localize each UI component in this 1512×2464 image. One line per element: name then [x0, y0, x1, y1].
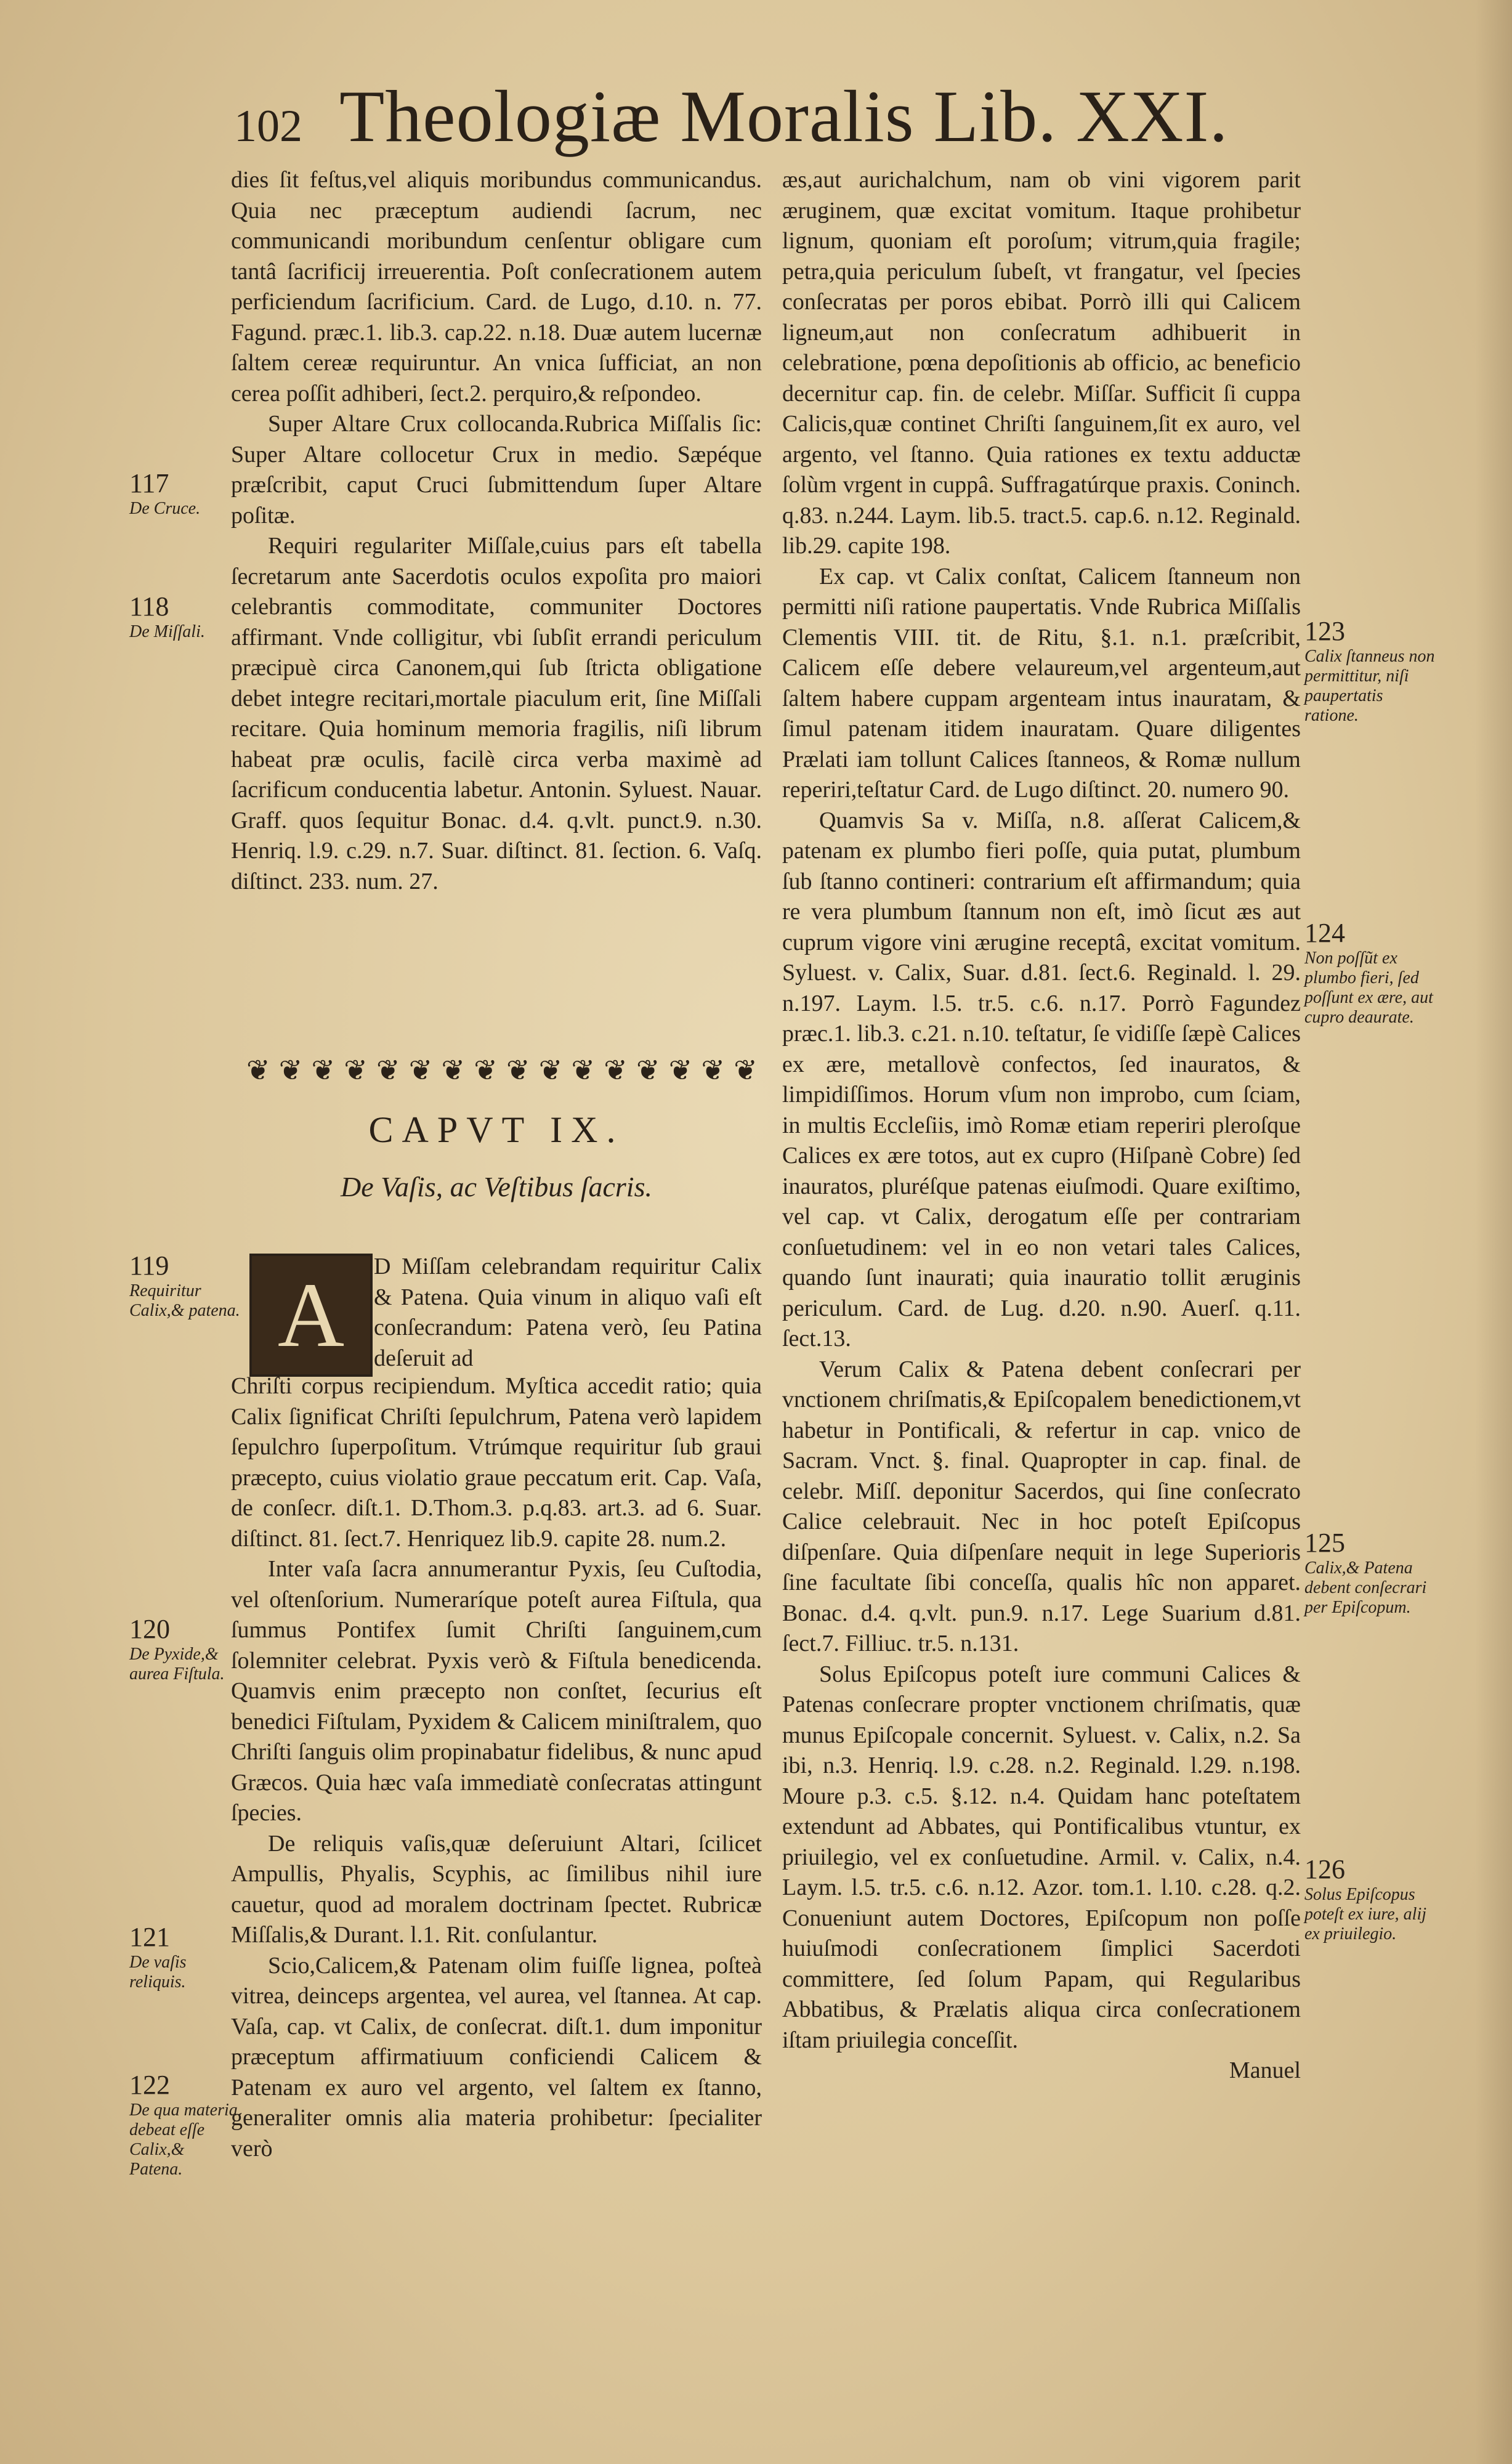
margin-number: 121 — [129, 1922, 170, 1952]
decorated-initial: A — [249, 1254, 373, 1377]
paragraph-123: Ex cap. vt Calix conſtat, Calicem ſtanneum non permitti niſi ratione paupertatis. Vnde Rubrica Miſſalis Clementis VIII. tit. de Ritu, §.1. n.1. præſcribit, Calicem eſſe debere velaureum,vel argenteum,aut ſaltem habere cuppam argenteam intus inauratam, & ſimul patenam itidem inauratam. Quare diligentes Prælati iam tollunt Calices ſtanneos, & Romæ nullum reperiri,teſtatur Card. de Lugo diſtinct. 20. numero 90. — [782, 563, 1301, 803]
margin-number: 124 — [1304, 918, 1345, 948]
margin-label: Solus Epiſcopus poteſt ex iure, alij ex priuilegio. — [1304, 1885, 1427, 1943]
ornament-glyph: ❦ — [538, 1055, 563, 1086]
ornament-glyph: ❦ — [344, 1055, 368, 1086]
ornament-glyph: ❦ — [246, 1055, 270, 1086]
margin-note-119 — [129, 1250, 240, 1321]
page-edge-shadow — [1475, 0, 1512, 2464]
paragraph-119-start: D Miſſam celebrandam requiritur Calix & Patena. Quia vinum in aliquo vaſi eſt conſecrandum: Patena verò, ſeu Patina deſeruit ad — [374, 1254, 762, 1371]
margin-number: 119 — [129, 1250, 169, 1281]
ornament-glyph: ❦ — [474, 1055, 498, 1086]
ornament-glyph: ❦ — [376, 1055, 400, 1086]
ornament-glyph: ❦ — [278, 1055, 303, 1086]
ornament-glyph: ❦ — [441, 1055, 466, 1086]
margin-label: De vaſis reliquis. — [129, 1953, 187, 1992]
ornament-glyph: ❦ — [636, 1055, 660, 1086]
paragraph-122: Scio,Calicem,& Patenam olim fuiſſe lignea, poſteà vitrea, deinceps argentea, vel aurea, vel ſtannea. At cap. Vaſa, cap. vt Calix, de conſecrat. diſt.1. dum imponitur præceptum affirmatiuum conficiendi Calicem & Patenam ex auro vel argento, vel ſaltem ex ſtanno, generaliter omnis alia materia prohibetur: ſpecialiter verò — [231, 1952, 762, 2162]
margin-note-126 — [1304, 1854, 1437, 1944]
margin-label: Non poſſũt ex plumbo fieri, ſed poſſunt ex ære, aut cupro deaurate. — [1304, 949, 1433, 1027]
ornament-glyph: ❦ — [701, 1055, 726, 1086]
paragraph-119-rest: Chriſti corpus recipiendum. Myſtica accedit ratio; quia Calix ſignificat Chriſti ſepulchrum, Patena verò lapidem ſepulchro ſuperpoſitum. Vtrúmque requiritur ſub graui præcepto, cuius violatio graue peccatum erit. Cap. Vaſa, de conſecr. diſt.1. D.Thom.3. p.q.83. art.3. ad 6. Suar. diſtinct. 81. ſect.7. Henriquez lib.9. capite 28. num.2. — [231, 1373, 762, 1552]
right-column — [782, 165, 1301, 2086]
page-header — [234, 74, 1281, 160]
ornament-glyph: ❦ — [604, 1055, 628, 1086]
paragraph-continued: dies ſit feſtus,vel aliquis moribundus communicandus. Quia nec præceptum audiendi ſacrum, nec communicandi moribundum cenſentur obligare cum tantâ ſacrificij irreuerentia. Poſt conſecrationem autem perficiendum ſacrificium. Card. de Lugo, d.10. n. 77. Fagund. præc.1. lib.3. cap.22. n.18. Duæ autem lucernæ ſaltem cereæ requiruntur. An vnica ſufficiat, an non cerea poſſit adhiberi, ſect.2. perquiro,& reſpondeo. — [231, 167, 762, 407]
margin-label: Requiritur Calix,& patena. — [129, 1281, 240, 1320]
margin-number: 126 — [1304, 1854, 1345, 1884]
paragraph-125: Verum Calix & Patena debent conſecrari per vnctionem chriſmatis,& Epiſcopalem benedictionem,vt habetur in Pontificali, & refertur in cap. vnico de Sacram. Vnct. §. final. Quapropter in cap. final. de celebr. Miſſ. deponitur Sacerdos, qui ſine conſecrato Calice celebrauit. Nec in hoc poteſt Epiſcopus diſpenſare. Quia diſpenſare nequit in lege Superioris ſine facultate ſibi conceſſa, qualis hîc non apparet. Bonac. d.4. q.vlt. pun.9. n.17. Lege Suarium d.81. ſect.7. Filliuc. tr.5. n.131. — [782, 1356, 1301, 1656]
margin-note-118 — [129, 591, 240, 642]
chapter-title: CAPVT IX. — [368, 1109, 625, 1150]
margin-note-125 — [1304, 1528, 1437, 1618]
chapter-9-body — [231, 1371, 762, 2164]
paragraph-118: Requiri regulariter Miſſale,cuius pars eſt tabella ſecretarum ante Sacerdotis oculos expoſita pro maiori celebrantis commoditate, communiter Doctores affirmant. Vnde colligitur, vbi ſubſit errandi periculum præcipuè circa Canonem,qui ſub ſtricta obligatione debet integre recitari,mortale piaculum erit, ſine Miſſali recitare. Quia hominum memoria fragilis, niſi librum habeat præ oculis, facilè circa verba maximè ad ſacrificum conducentia labetur. Antonin. Syluest. Nauar. Graff. quos ſequitur Bonac. d.4. q.vlt. punct.9. n.30. Henriq. l.9. c.29. n.7. Suar. diſtinct. 81. ſection. 6. Vaſq. diſtinct. 233. num. 27. — [231, 533, 762, 894]
paragraph-117: Super Altare Crux collocanda.Rubrica Miſſalis ſic: Super Altare collocetur Crux in medio. Sæpéque præſcribit, caput Cruci ſubmittendum ſuper Altare poſitæ. — [231, 411, 762, 529]
margin-note-124 — [1304, 918, 1437, 1027]
margin-label: De Pyxide,& aurea Fiſtula. — [129, 1645, 225, 1684]
paragraph-121: De reliquis vaſis,quæ deſeruiunt Altari, ſcilicet Ampullis, Phyalis, Scyphis, ac ſimilibus nihil iure cauetur, quod ad moralem doctrinam ſpectet. Rubricæ Miſſalis,& Durant. l.1. Rit. conſulantur. — [231, 1830, 762, 1948]
ornament-divider — [246, 1053, 758, 1090]
margin-number: 118 — [129, 591, 169, 622]
ornament-glyph: ❦ — [668, 1055, 693, 1086]
margin-number: 117 — [129, 468, 169, 498]
margin-label: De qua materia debeat eſſe Calix,& Patena. — [129, 2101, 238, 2179]
ornament-glyph: ❦ — [734, 1055, 758, 1086]
paragraph-120: Inter vaſa ſacra annumerantur Pyxis, ſeu Cuſtodia, vel oſtenſorium. Numeraríque poteſt aurea Fiſtula, qua ſummus Pontifex ſumit Chriſti ſanguinem,cum ſolemniter celebrat. Pyxis verò & Fiſtula benedicenda. Quamvis enim præcepto non conſtet, ſecurius eſt benedici Fiſtulam, Pyxidem & Calicem miniſtralem, quo Chriſti ſanguis olim propinabatur fidelibus, & nunc apud Græcos. Quia hæc vaſa immediatè conſecratas attingunt ſpecies. — [231, 1556, 762, 1826]
margin-label: Calix ſtanneus non permittitur, niſi paupertatis ratione. — [1304, 647, 1435, 725]
left-column — [231, 165, 762, 897]
running-head: Theologiæ Moralis Lib. XXI. — [339, 75, 1229, 157]
ornament-glyph: ❦ — [506, 1055, 530, 1086]
margin-number: 123 — [1304, 616, 1345, 646]
margin-note-120 — [129, 1614, 240, 1684]
catchword: Manuel — [1229, 2057, 1301, 2083]
margin-label: Calix,& Patena debent conſecrari per Epiſcopum. — [1304, 1558, 1427, 1617]
margin-note-121 — [129, 1922, 240, 1992]
margin-number: 122 — [129, 2070, 170, 2100]
margin-note-122 — [129, 2070, 240, 2179]
ornament-glyph: ❦ — [571, 1055, 596, 1086]
page-number: 102 — [234, 101, 302, 152]
margin-number: 125 — [1304, 1528, 1345, 1558]
margin-note-117 — [129, 468, 240, 519]
paragraph-continued-right: æs,aut aurichalchum, nam ob vini vigorem parit æruginem, quæ excitat vomitum. Itaque prohibetur lignum, quoniam eſt poroſum; vitrum,quia fragile; petra,quia periculum ſubeſt, vt frangatur, vel ſpecies conſecratas per poros ebibat. Porrò illi qui Calicem ligneum,aut non conſecratum adhibuerit in celebratione, pœna depoſitionis ab officio, ac beneficio decernitur cap. fin. de celebr. Miſſar. Sufficit ſi cuppa Calicis,quæ continet Chriſti ſanguinem,ſit ex auro, vel argento, vel ſtanno. Quia rationes ex textu adductæ ſolùm vrgent in cuppâ. Suffragatúrque praxis. Coninch. q.83. n.244. Laym. lib.5. tract.5. cap.6. n.12. Reginald. lib.29. capite 198. — [782, 167, 1301, 559]
paragraph-124: Quamvis Sa v. Miſſa, n.8. aſſerat Calicem,& patenam ex plumbo fieri poſſe, quia putat, plumbum ſub ſtanno contineri: contrarium eſt affirmandum; quia re vera plumbum ſtannum non eſt, imò ſicut æs aut cuprum vigore vini ærugine receptâ, excitat vomitum. Syluest. v. Calix, Suar. d.81. ſect.6. Reginald. l. 29. n.197. Laym. l.5. tr.5. c.6. n.17. Porrò Fagundez præc.1. lib.3. c.21. n.10. teſtatur, ſe vidiſſe ſæpè Calices ex ære, metallovè confectos, ſed inauratos, & limpidiſſimos. Horum vſum non improbo, cum ſciam, in multis Eccleſiis, imò Romæ etiam reperiri pleroſque Calices ex ære totos, aut ex cupro (Hiſpanè Cobre) ſed inauratos, pluréſque patenas eiuſmodi. Quare exiſtimo, vel cap. vt Calix, derogatum eſſe per contrariam conſuetudinem: vel in eo non vetari tales Calices, quando ſunt inaurati; quia inauratio tollit æruginis periculum. Card. de Lug. d.20. n.90. Auerſ. q.11. ſect.13. — [782, 807, 1301, 1352]
ornament-glyph: ❦ — [408, 1055, 433, 1086]
chapter-subtitle: De Vaſis, ac Veſtibus ſacris. — [341, 1171, 652, 1202]
margin-label: De Cruce. — [129, 499, 201, 518]
ornament-glyph: ❦ — [311, 1055, 336, 1086]
margin-number: 120 — [129, 1614, 170, 1644]
margin-note-123 — [1304, 616, 1437, 726]
paragraph-126: Solus Epiſcopus poteſt iure communi Calices & Patenas conſecrare propter vnctionem chriſmatis, quæ munus Epiſcopale concernit. Syluest. v. Calix, n.2. Sa ibi, n.3. Henriq. l.9. c.28. n.2. Reginald. l.29. n.198. Moure p.3. c.5. §.12. n.4. Quidam hanc poteſtatem extendunt ad Abbates, qui Pontificalibus vtuntur, ex priuilegio, vel ex conſuetudine. Armil. v. Calix, n.4. Laym. l.5. tr.5. c.6. n.12. Azor. tom.1. l.10. c.28. q.2. Conueniunt autem Doctores, Epiſcopum non poſſe huiuſmodi conſecrationem ſimplici Sacerdoti committere, ſed ſolum Papam, qui Regularibus Abbatibus, & Prælatis aliqua circa conſecrationem iſtam priuilegia conceſſit. — [782, 1661, 1301, 2053]
margin-label: De Miſſali. — [129, 622, 205, 641]
